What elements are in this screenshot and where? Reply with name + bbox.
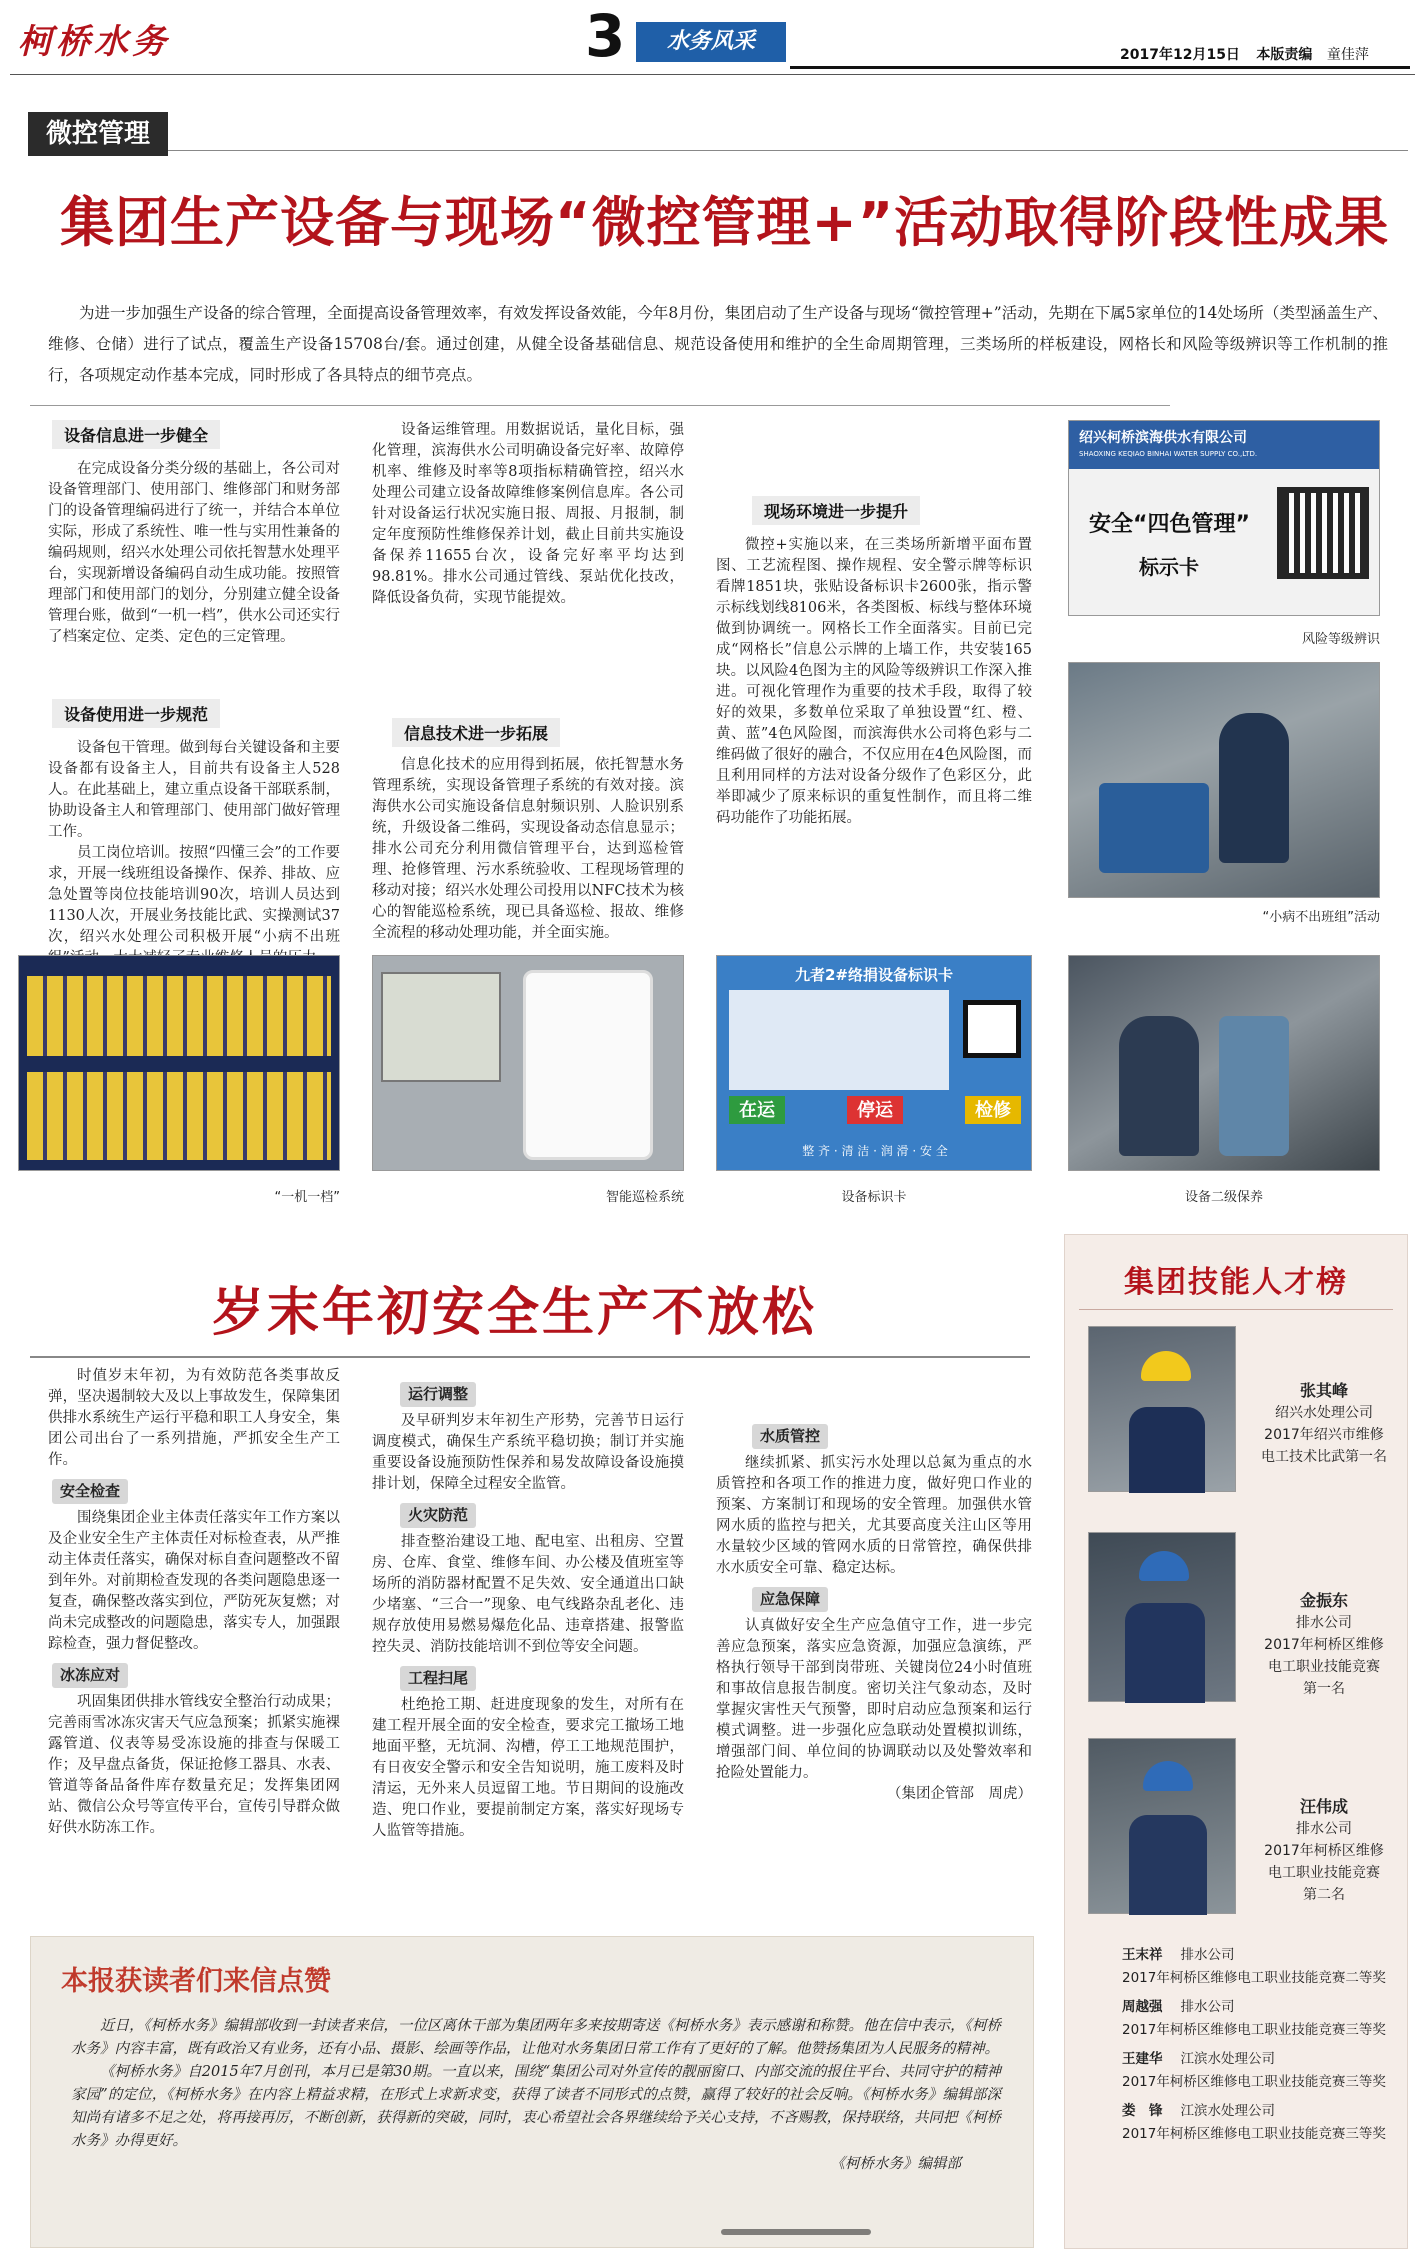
sec2-title: 设备使用进一步规范 bbox=[52, 699, 220, 728]
caption-erjibaoyang: 设备二级保养 bbox=[1184, 1190, 1263, 1205]
winner-award: 2017年柯桥区维修电工职业技能竞赛三等奖 bbox=[1122, 2126, 1386, 2142]
sec3-paragraph: 信息化技术的应用得到拓展，依托智慧水务管理系统，实现设备管理子系统的有效对接。滨海供水公司实施设备信息射频识别、人脸识别系统，升级设备二维码，实现设备动态信息显示；排水公司充分利用微信管理平台，达到巡检管理、抢修管理、污水系统验收、工程现场管理的移动对接；绍兴水处理公司投用以NFC技术为核心的智能巡检系统，现已具备巡检、报故、维修全流程的移动处理功能，并全面实施。 bbox=[372, 757, 684, 941]
article2-byline: （集团企管部 周虎） bbox=[887, 1786, 1032, 1802]
person-3-line3: 电工职业技能竞赛 bbox=[1268, 1865, 1380, 1881]
sec2-body-b bbox=[372, 420, 684, 710]
winner-item bbox=[1086, 2100, 1396, 2146]
person-2-line2: 2017年柯桥区维修 bbox=[1264, 1637, 1384, 1653]
body-shape bbox=[1125, 1603, 1205, 1703]
id-card-table bbox=[729, 990, 949, 1090]
id-card-footer: 整 齐 · 清 洁 · 润 滑 · 安 全 bbox=[802, 1144, 948, 1158]
sec2-paragraph-2: 员工岗位培训。按照“四懂三会”的工作要求，开展一线班组设备操作、保养、排故、应急处置等岗位技能培训90次，培训人员达到1130人次，开展业务技能比武、实操测试37次，绍兴水处理公司积极开展“小病不出班 bbox=[48, 845, 340, 945]
body-fire: 排查整治建设工地、配电室、出租房、空置房、仓库、食堂、维修车间、办公楼及值班室等场所的消防器材配置不足失效、安全通道出口缺少堵塞、“三合一”现象、电气线路杂乱老化、违规存放使用易燃易爆危化品、违章搭建、报警监控失灵、消防技能培训不到位等安全问题。 bbox=[372, 1534, 684, 1655]
phone-shape bbox=[523, 970, 653, 1160]
article2-col2 bbox=[372, 1366, 684, 1906]
letter-box bbox=[30, 1936, 1034, 2248]
person-2-line1: 排水公司 bbox=[1296, 1615, 1352, 1631]
article1-col2 bbox=[372, 420, 684, 940]
winner-item bbox=[1086, 2048, 1396, 2094]
body-operation: 及早研判岁末年初生产形势，完善节日运行调度模式，确保生产系统平稳切换；制订并实施重要设备设施预防性保养和易发故障设备设施摸排计划，保障全过程安全监管。 bbox=[372, 1413, 684, 1492]
status-running: 在运 bbox=[729, 1096, 785, 1124]
person-1-name: 张其峰 bbox=[1299, 1381, 1348, 1400]
sec2-paragraph-1: 设备包干管理。做到每台关键设备和主要设备都有设备主人，目前共有设备主人528人。在此基础上，建立重点设备干部联系制，协助设备主人和管理部门、使用部门做好管理工作。 bbox=[48, 740, 340, 840]
person-3-line2: 2017年柯桥区维修 bbox=[1264, 1843, 1384, 1859]
winner-company: 江滨水处理公司 bbox=[1180, 2103, 1275, 2119]
caption-xunjian: 智能巡检系统 bbox=[605, 1190, 684, 1205]
article2-rule bbox=[30, 1356, 1030, 1358]
id-card-title: 九者2#络捐设备标识卡 bbox=[794, 966, 953, 984]
paper-name: 柯桥水务 bbox=[18, 22, 170, 62]
article2-headline: 岁末年初安全生产不放松 bbox=[212, 1283, 818, 1343]
tag-fire: 火灾防范 bbox=[400, 1503, 476, 1528]
machine-shape bbox=[1099, 783, 1209, 873]
binder-shelf-top bbox=[27, 976, 331, 1056]
biaoshika-photo bbox=[716, 955, 1032, 1171]
device-panel bbox=[381, 972, 501, 1082]
person-3-line4: 第二名 bbox=[1303, 1887, 1345, 1903]
masthead-underline bbox=[10, 74, 1415, 75]
status-repair: 检修 bbox=[965, 1096, 1021, 1124]
sec2-body-a bbox=[48, 738, 340, 950]
body-freeze: 巩固集团供排水管线安全整治行动成果；完善雨雪冰冻灾害天气应急预案；抓紧实施裸露管道、仪表等易受冻设施的排查与保暖工作；及早盘点备货，保证抢修工器具、水表、管道等备品备件库存数量充足；发挥集团网站、微信公众号等宣传平台，宣传引导群众做好供水防冻工作。 bbox=[48, 1694, 340, 1836]
winner-item bbox=[1086, 1996, 1396, 2042]
winner-company: 排水公司 bbox=[1180, 1999, 1235, 2015]
sec1-body bbox=[48, 459, 340, 685]
sec4-body bbox=[716, 535, 1032, 935]
binder-shelf-bottom bbox=[27, 1072, 331, 1160]
tag-freeze: 冰冻应对 bbox=[52, 1663, 128, 1688]
yijiyidang-photo bbox=[18, 955, 340, 1171]
letter-paragraph-2: 《柯桥水务》自2015年7月创刊，本月已是第30期。一直以来，围绕“集团公司对外宣传的靓丽窗口、内部交流的报住平台、共同守护的精神家园”的定位，《柯桥水务》在内容上精益求精，在形式上求新求变，获得了读者不同形式的点赞，赢得了较好的社会反响。《柯桥水务》编辑部深知尚有诸多不足之处，将再接再厉，不断创新，获得新的突破，同时，衷心希望社会各界继续给予关心支持，不吝赐教，保持联络，共同把《柯桥水务》办得更好。 bbox=[71, 2064, 1001, 2149]
other-winners bbox=[1086, 1944, 1396, 2146]
card-company: 绍兴柯桥滨海供水有限公司 bbox=[1079, 430, 1247, 446]
helmet-icon bbox=[1139, 1551, 1189, 1581]
winner-award: 2017年柯桥区维修电工职业技能竞赛二等奖 bbox=[1122, 1970, 1386, 1986]
masthead-info bbox=[1120, 44, 1369, 64]
person-2-line3: 电工职业技能竞赛 bbox=[1268, 1659, 1380, 1675]
sec4-title: 现场环境进一步提升 bbox=[752, 496, 920, 525]
sec4-paragraph: 微控+实施以来，在三类场所新增平面布置图、工艺流程图、操作规程、安全警示牌等标识看牌1851块，张贴设备标识卡2600张，指示警示标线划线8106米，各类图板、标线与整体环境做到协调统一。网格长工作全面落实。目前已完成“网格长”信息公示牌的上墙工作，共安装165块。以风险4色图为主的风险等级辨识工作深入推进。可视化管理作为重要的技术手段，取得了较好的效果，多数单位采取了单独设置“红、橙、黄、蓝”4色风险图，而滨海供水公司将色彩与二维码做了很好的融合，不仅应用在4色风险图，而且利用同样的方法对设备分级作了色彩区分，此举即减少了原来标识的重复性制作，而且将二维码功能作了功能拓展。 bbox=[716, 537, 1032, 826]
sec3-body bbox=[372, 755, 684, 947]
person-3-name: 汪伟成 bbox=[1299, 1797, 1348, 1816]
winner-name: 周越强 bbox=[1122, 1999, 1163, 2015]
body-project: 杜绝抢工期、赶进度现象的发生，对所有在建工程开展全面的安全检查，要求完工撤场工地地面平整，无坑洞、沟槽，停工工地规范围护，有日夜安全警示和安全告知说明，施工废料及时清运，无外来人员逗留工地。节日期间的设施改造、兜口作业，要提前制定方案，落实好现场专人监管等措施。 bbox=[372, 1697, 684, 1839]
person-1-info bbox=[1244, 1380, 1404, 1468]
helmet-icon bbox=[1141, 1351, 1191, 1381]
sec1-title: 设备信息进一步健全 bbox=[52, 420, 220, 449]
winner-award: 2017年柯桥区维修电工职业技能竞赛三等奖 bbox=[1122, 2022, 1386, 2038]
article2-col1 bbox=[48, 1366, 340, 1906]
editor-name: 童佳萍 bbox=[1326, 47, 1369, 63]
person-1-line2: 2017年绍兴市维修 bbox=[1264, 1427, 1384, 1443]
xiaobing-photo bbox=[1068, 662, 1380, 898]
tag-water-quality: 水质管控 bbox=[752, 1424, 828, 1449]
lead-divider bbox=[30, 405, 1170, 406]
tag-operation: 运行调整 bbox=[400, 1382, 476, 1407]
id-card-qr-icon bbox=[963, 1000, 1021, 1058]
column-label-rule bbox=[168, 150, 1408, 151]
winner-name: 娄 锋 bbox=[1122, 2103, 1163, 2119]
article2-col3 bbox=[716, 1366, 1032, 1906]
qr-code-icon bbox=[1277, 487, 1369, 579]
masthead bbox=[0, 0, 1427, 80]
talent-title-rule bbox=[1079, 1309, 1393, 1310]
body-water-quality: 继续抓紧、抓实污水处理以总氮为重点的水质管控和各项工作的推进力度，做好兜口作业的预案、方案制订和现场的安全管理。加强供水管网水质的监控与把关，尤其要高度关注山区等用水量较少区域的管网水质的日常管控，确保供排水水质安全可靠、稳定达标。 bbox=[716, 1455, 1032, 1576]
person-1-line1: 绍兴水处理公司 bbox=[1275, 1405, 1373, 1421]
risk-card-photo bbox=[1068, 420, 1380, 616]
caption-risk: 风险等级辨识 bbox=[1301, 632, 1380, 647]
status-stopped: 停运 bbox=[847, 1096, 903, 1124]
talent-title: 集团技能人才榜 bbox=[1124, 1265, 1348, 1300]
page-number: 3 bbox=[585, 2, 626, 70]
avatar-person-2 bbox=[1088, 1532, 1236, 1702]
person-2-name: 金振东 bbox=[1299, 1591, 1348, 1610]
sec3-title: 信息技术进一步拓展 bbox=[392, 718, 560, 747]
masthead-rule bbox=[790, 66, 1410, 69]
person-3-line1: 排水公司 bbox=[1296, 1821, 1352, 1837]
card-header bbox=[1069, 421, 1379, 469]
xunjian-photo bbox=[372, 955, 684, 1171]
column-label: 微控管理 bbox=[28, 112, 168, 156]
technician-figure bbox=[1119, 1016, 1199, 1156]
worker-figure bbox=[1219, 713, 1289, 863]
sec2-paragraph-3: 设备运维管理。用数据说话，量化目标，强化管理，滨海供水公司明确设备完好率、故障停机率、维修及时率等8项指标精确管控，绍兴水处理公司建立设备故障维修案例信息库。各公司针对设备运行状况实施日报、周报、月报制，制定年度预防性维修保养计划，截止目前共实施设备保养11655台次，设备完好率平均达到98.81%。排水公司通过管线、泵站优化技改，降低设备负荷，实现节能提效。 bbox=[372, 422, 684, 606]
winner-company: 排水公司 bbox=[1180, 1947, 1235, 1963]
winner-company: 江滨水处理公司 bbox=[1180, 2051, 1275, 2067]
body-shape bbox=[1129, 1815, 1207, 1915]
letter-title: 本报获读者们来信点赞 bbox=[61, 1966, 331, 1997]
tag-safety-check: 安全检查 bbox=[52, 1479, 128, 1504]
avatar-person-1 bbox=[1088, 1326, 1236, 1492]
editor-label: 本版责编 bbox=[1256, 47, 1313, 63]
tag-project: 工程扫尾 bbox=[400, 1666, 476, 1691]
body-emergency: 认真做好安全生产应急值守工作，进一步完善应急预案，落实应急资源，加强应急演练，严格执行领导干部到岗带班、关键岗位24小时值班和事故信息报告制度。密切关注气象动态，及时掌握灾害性天气预警，即时启动应急预案和运行模式调整。进一步强化应急联动处置模拟训练，增强部门间、单位间的协调联动以及处警效率和抢险处置能力。 bbox=[716, 1618, 1032, 1781]
pump-shape bbox=[1219, 1016, 1289, 1156]
person-1-line3: 电工技术比武第一名 bbox=[1261, 1449, 1387, 1465]
article1-col1 bbox=[48, 420, 340, 945]
winner-name: 王建华 bbox=[1122, 2051, 1163, 2067]
winner-award: 2017年柯桥区维修电工职业技能竞赛三等奖 bbox=[1122, 2074, 1386, 2090]
article1-lead: 为进一步加强生产设备的综合管理，全面提高设备管理效率，有效发挥设备效能，今年8月份，集团启动了生产设备与现场“微控管理+”活动，先期在下属5家单位的14处场所（类型涵盖生产、维修、仓储）进行了试点，覆盖生产设备15708台/套。通过创建，从健全设备基础信息、规范设备使用和维护的全生命周期管理，三类场所的样板建设，网格长和风险等级辨识等工作机制的推行，各项规定动作基本完成，同时形成了各具特点的细节亮点。 bbox=[48, 304, 1388, 384]
id-card-status-row bbox=[729, 1096, 1021, 1124]
helmet-icon bbox=[1143, 1761, 1193, 1791]
body-safety-check: 围绕集团企业主体责任落实年工作方案以及企业安全生产主体责任对标检查表，从严推动主体责任落实，确保对标自查问题整改不留到年外。对前期检查发现的各类问题隐患逐一复查，确保整改落实到位，严防死灰复燃；对尚未完成整改的问题隐患，落实专人，加强跟踪检查，强力督促整改。 bbox=[48, 1510, 340, 1652]
caption-yijiyidang: “一机一档” bbox=[274, 1190, 340, 1205]
person-2-line4: 第一名 bbox=[1303, 1681, 1345, 1697]
tag-emergency: 应急保障 bbox=[752, 1587, 828, 1612]
caption-biaoshika: 设备标识卡 bbox=[841, 1190, 907, 1205]
section-label: 水务风采 bbox=[636, 22, 786, 62]
article2-intro: 时值岁末年初，为有效防范各类事故反弹，坚决遏制较大及以上事故发生，保障集团供排水系统生产运行平稳和职工人身安全，集团公司出台了一系列措施，严抓安全生产工作。 bbox=[48, 1368, 340, 1468]
article1-headline: 集团生产设备与现场“微控管理+”活动取得阶段性成果 bbox=[60, 191, 1390, 254]
card-title: 安全“四色管理” bbox=[1089, 512, 1250, 537]
letter-brush-decoration bbox=[721, 2229, 871, 2235]
article1-col3 bbox=[716, 420, 1032, 940]
caption-xiaobing: “小病不出班组”活动 bbox=[1262, 910, 1380, 925]
body-shape bbox=[1129, 1407, 1205, 1493]
person-2-info bbox=[1244, 1590, 1404, 1700]
letter-paragraph-1: 近日，《柯桥水务》编辑部收到一封读者来信，一位区离休干部为集团两年多来按期寄送《柯桥水务》表示感谢和称赞。他在信中表示，《柯桥水务》内容丰富，既有政治又有业务，还有小品、摄影、绘画等作品，让他对水务集团日常工作有了更好的了解。他赞扬集团为人民服务的精神。 bbox=[71, 2018, 1001, 2057]
card-company-en: SHAOXING KEQIAO BINHAI WATER SUPPLY CO.,LTD. bbox=[1079, 450, 1258, 458]
issue-date: 2017年12月15日 bbox=[1120, 47, 1240, 63]
winner-name: 王末祥 bbox=[1122, 1947, 1163, 1963]
erjibaoyang-photo bbox=[1068, 955, 1380, 1171]
letter-sign: 《柯桥水务》编辑部 bbox=[830, 2156, 961, 2172]
winner-item bbox=[1086, 1944, 1396, 1990]
sec1-paragraph: 在完成设备分类分级的基础上，各公司对设备管理部门、使用部门、维修部门和财务部门的设备管理编码进行了统一，并结合本单位实际，形成了系统性、唯一性与实用性兼备的编码规则，绍兴水处理公司依托智慧水处理平台，实现新增设备编码自动生成功能。按照管理部门和使用部门的划分，分别建立健全设备管理台账，做到“一机一档”，供水公司还实行了档案定位、定类、定色的三定管理。 bbox=[48, 461, 340, 645]
person-3-info bbox=[1244, 1796, 1404, 1906]
card-subtitle: 标示卡 bbox=[1139, 555, 1199, 579]
letter-body bbox=[71, 2015, 1001, 2225]
avatar-person-3 bbox=[1088, 1738, 1236, 1914]
